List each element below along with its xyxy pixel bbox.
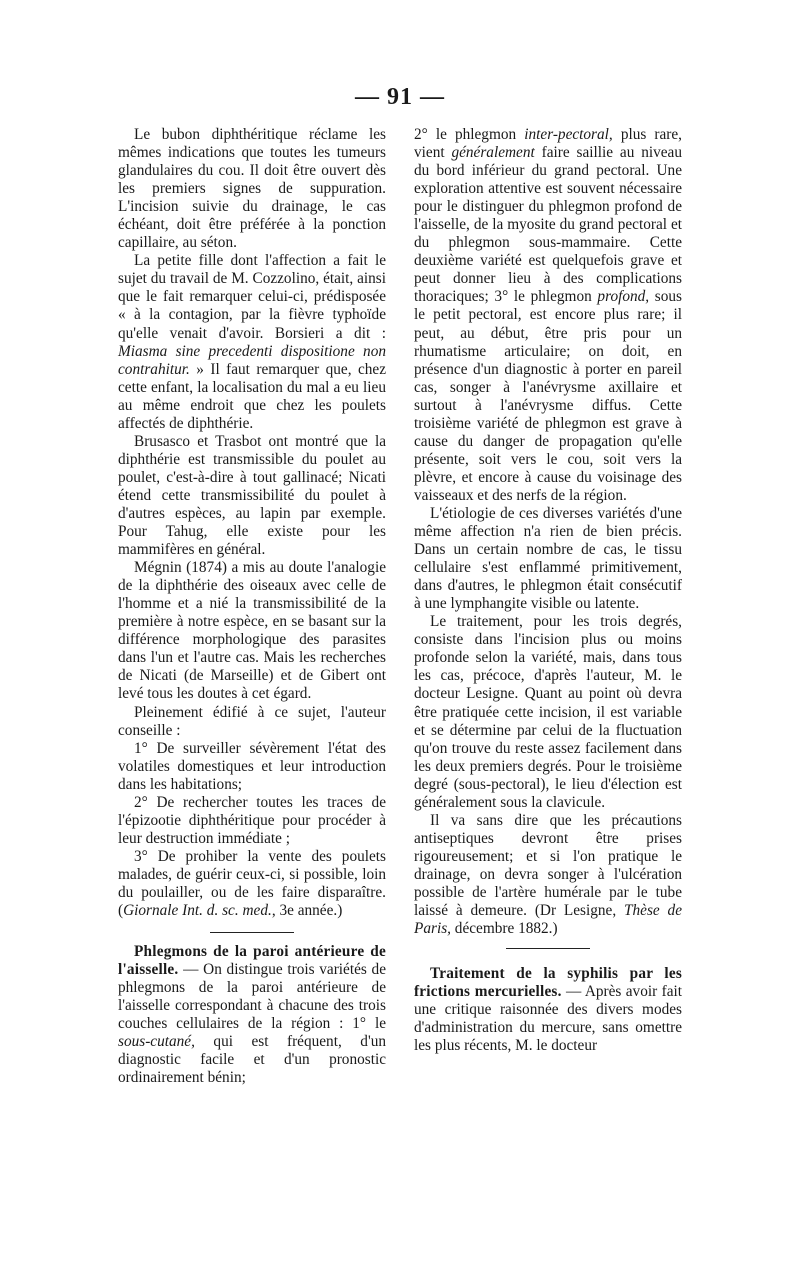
text-run: plus rare, vient [414, 126, 682, 162]
section-syphilis [414, 965, 682, 1055]
latin-quote: Miasma sine precedenti dispositione non contrahitur. [118, 342, 386, 378]
text-run: 3° De prohiber la vente des poulets malades, de guérir ceux-ci, si possible, loin du poulailler, ou de les faire disparaître. ( [118, 847, 386, 920]
right-column [414, 126, 682, 1055]
thesis-citation: Thèse de Paris, [414, 902, 682, 938]
text-run: — Après avoir fait une critique raisonnée des divers modes d'administration du mercure, sans omettre les plus récents, M. le docteur [414, 983, 682, 1055]
text-run: 2° le phlegmon [414, 126, 525, 143]
text-run: faire saillie au niveau du bord inférieur du grand pectoral. Une exploration attentive est souvent nécessaire pour le distinguer du phlegmon profond de l'aisselle, de la myosite du grand pectoral et du phlegmon sous-mammaire. Cette deuxième variété est quelquefois grave et peut donner lieu à des complications thoraciques; 3° le phlegmon [414, 144, 682, 306]
left-column [118, 126, 386, 1087]
list-item-2: 2° De rechercher toutes les traces de l'épizootie diphthéritique pour procéder à leur destruction immédiate ; [118, 793, 386, 847]
italic-term: généralement [451, 144, 535, 162]
section-heading-syphilis: Traitement de la syphilis par les frictions mercurielles. [414, 965, 682, 1001]
paragraph-antiseptic [414, 812, 682, 938]
text-run: La petite fille dont l'affection a fait le sujet du travail de M. Cozzolino, était, ainsi que le fait remarquer celui-ci, prédisposée « à la contagion, par la fièvre typhoïde qu'elle venait d'avoir. Borsieri a dit : [118, 252, 386, 342]
text-run: » Il faut remarquer que, chez cette enfant, la localisation du mal a eu lieu au même endroit que chez les poulets affectés de diphthérie. [118, 360, 386, 432]
italic-term: profond, [597, 288, 650, 306]
paragraph-bubon: Le bubon diphthéritique réclame les mêmes indications que toutes les tumeurs glandulaires du cou. Il doit être ouvert dès les premiers signes de suppuration. L'incision suivie du drainage, le cas échéant, doit être préférée à la ponction capillaire, au séton. [118, 126, 386, 252]
paragraph-cozzolino [118, 252, 386, 432]
section-heading-phlegmons: Phlegmons de la paroi antérieure de l'aisselle. [118, 943, 386, 979]
list-item-1: 1° De surveiller sévèrement l'état des volatiles domestiques et leur introduction dans les habitations; [118, 739, 386, 793]
text-run: qui est fréquent, d'un diagnostic facile et d'un pronostic ordinairement bénin; [118, 1033, 386, 1087]
paragraph-advice-intro: Pleinement édifié à ce sujet, l'auteur conseille : [118, 703, 386, 739]
italic-term: sous-cutané, [118, 1033, 195, 1051]
text-run: décembre 1882.) [450, 920, 558, 938]
paragraph-etiology: L'étiologie de ces diverses variétés d'une même affection n'a rien de bien précis. Dans un certain nombre de cas, le tissu cellulaire s'est enflammé primitivement, dans d'autres, le phlegmon était consécutif à une lymphangite visible ou latente. [414, 504, 682, 613]
list-item-3 [118, 848, 386, 920]
section-phlegmons [118, 943, 386, 1087]
italic-term: inter-pectoral, [524, 126, 613, 143]
page-number: — 91 — [355, 84, 445, 110]
paragraph-phlegmon-varieties [414, 126, 682, 505]
section-divider [210, 932, 294, 933]
journal-citation: Giornale Int. d. sc. med. [123, 902, 272, 920]
text-run: , 3e année.) [271, 902, 343, 920]
section-divider [506, 948, 590, 949]
text-run: Il va sans dire que les précautions antiseptiques devront être prises rigoureusement; et si l'on pratique le drainage, on devra songer à l'ulcération possible de l'artère humérale par le tube laissé à demeure. (Dr Lesigne, [414, 811, 682, 920]
paragraph-megnin: Mégnin (1874) a mis au doute l'analogie de la diphthérie des oiseaux avec celle de l'homme et a nié la transmissibilité de la première à notre espèce, en se basant sur la différence morphologique des parasites dans l'un et l'autre cas. Mais les recherches de Nicati (de Marseille) et de Gibert ont levé tous les doutes à cet égard. [118, 559, 386, 703]
paragraph-treatment: Le traitement, pour les trois degrés, consiste dans l'incision plus ou moins profonde selon la variété, mais, dans tous les cas, précoce, d'après l'auteur, M. le docteur Lesigne. Quant au point où devra être pratiquée cette incision, il est variable et se détermine par celui de la fluctuation qu'on trouve du reste assez facilement dans les deux premiers degrés. Pour le troisième degré (sous-pectoral), le lieu d'élection est généralement sous la clavicule. [414, 613, 682, 811]
paragraph-transmission: Brusasco et Trasbot ont montré que la diphthérie est transmissible du poulet au poulet, c'est-à-dire à tout gallinacé; Nicati étend cette transmissibilité du poulet à d'autres espèces, au lapin par exemple. Pour Tahug, elle existe pour les mammifères en général. [118, 432, 386, 559]
text-run: sous le petit pectoral, est encore plus rare; il peut, au début, être pris pour un rhumatisme articulaire; on doit, en présence d'un diagnostic à porter en pareil cas, songer à l'anévrysme axillaire et surtout à l'anévrysme diffus. Cette troisième variété de phlegmon est grave à cause du danger de propagation qu'elle présente, soit vers le cou, soit vers la plèvre, et encore à cause du voisinage des vaisseaux et des nerfs de la région. [414, 288, 682, 504]
text-run: — On distingue trois variétés de phlegmons de la paroi antérieure de l'aisselle correspondant à chacune des trois couches cellulaires de la région : 1° le [118, 961, 386, 1033]
